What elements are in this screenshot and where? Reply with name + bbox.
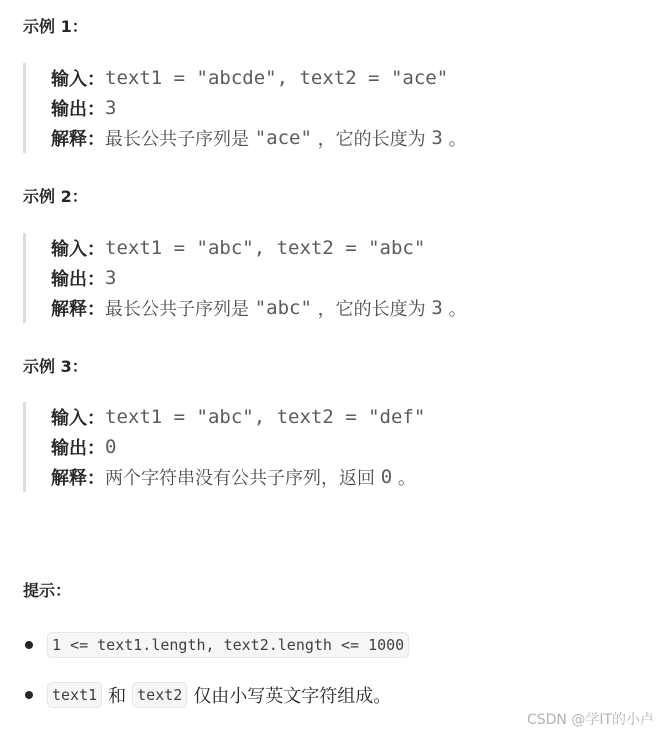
inline-code: text2 <box>132 682 187 708</box>
example-2-output <box>51 263 116 293</box>
bullet-icon <box>25 691 33 699</box>
example-2-block <box>23 233 623 323</box>
watermark: CSDN @学IT的小卢 <box>526 712 654 728</box>
example-3-heading: 示例 3： <box>23 357 88 376</box>
input-label: 输入： <box>51 239 105 260</box>
blockquote-bar <box>23 63 26 153</box>
explanation-end: 。 <box>442 299 467 320</box>
example-1-output <box>51 93 116 123</box>
output-value: 3 <box>105 267 117 289</box>
explanation-end: 。 <box>392 468 416 489</box>
input-value: text1 = "abc", text2 = "abc" <box>105 237 426 259</box>
input-label: 输入： <box>51 69 105 90</box>
example-1-explanation <box>51 123 467 153</box>
explanation-text: 两个字符串没有公共子序列，返回 <box>105 468 381 489</box>
inline-code: 1 <= text1.length, text2.length <= 1000 <box>47 632 409 658</box>
explanation-number: 3 <box>431 297 443 319</box>
example-2-explanation <box>51 293 467 323</box>
input-label: 输入： <box>51 408 105 429</box>
list-item <box>23 680 397 710</box>
blockquote-bar <box>23 402 26 492</box>
explanation-end: 。 <box>442 129 467 150</box>
explanation-text: 最长公共子序列是 <box>105 129 255 150</box>
constraints-heading: 提示： <box>23 581 72 600</box>
inline-code: text1 <box>47 682 102 708</box>
output-label: 输出： <box>51 269 105 290</box>
example-2-input <box>51 233 425 263</box>
list-item <box>23 630 409 660</box>
explanation-text: ，它的长度为 <box>311 129 432 150</box>
example-2-heading: 示例 2： <box>23 187 88 206</box>
bullet-icon <box>25 641 33 649</box>
constraint-text: 仅由小写英文字符组成。 <box>193 686 392 707</box>
example-3-explanation <box>51 462 416 492</box>
explanation-label: 解释： <box>51 129 105 150</box>
constraint-text: 和 <box>108 686 127 707</box>
explanation-text: 最长公共子序列是 <box>105 299 255 320</box>
explanation-code: "ace" <box>254 127 312 149</box>
output-label: 输出： <box>51 99 105 120</box>
blockquote-bar <box>23 233 26 323</box>
example-1-input <box>51 63 448 93</box>
explanation-number: 3 <box>431 127 443 149</box>
output-label: 输出： <box>51 438 105 459</box>
example-1-block <box>23 63 623 153</box>
example-3-block <box>23 402 623 492</box>
input-value: text1 = "abcde", text2 = "ace" <box>105 67 449 89</box>
explanation-text: ，它的长度为 <box>311 299 432 320</box>
example-3-output <box>51 432 116 462</box>
output-value: 0 <box>105 436 117 458</box>
example-1-heading: 示例 1： <box>23 17 88 36</box>
explanation-number: 0 <box>380 466 393 488</box>
output-value: 3 <box>105 97 117 119</box>
example-3-input <box>51 402 425 432</box>
explanation-code: "abc" <box>254 297 312 319</box>
explanation-label: 解释： <box>51 468 105 489</box>
input-value: text1 = "abc", text2 = "def" <box>105 406 426 428</box>
explanation-label: 解释： <box>51 299 105 320</box>
